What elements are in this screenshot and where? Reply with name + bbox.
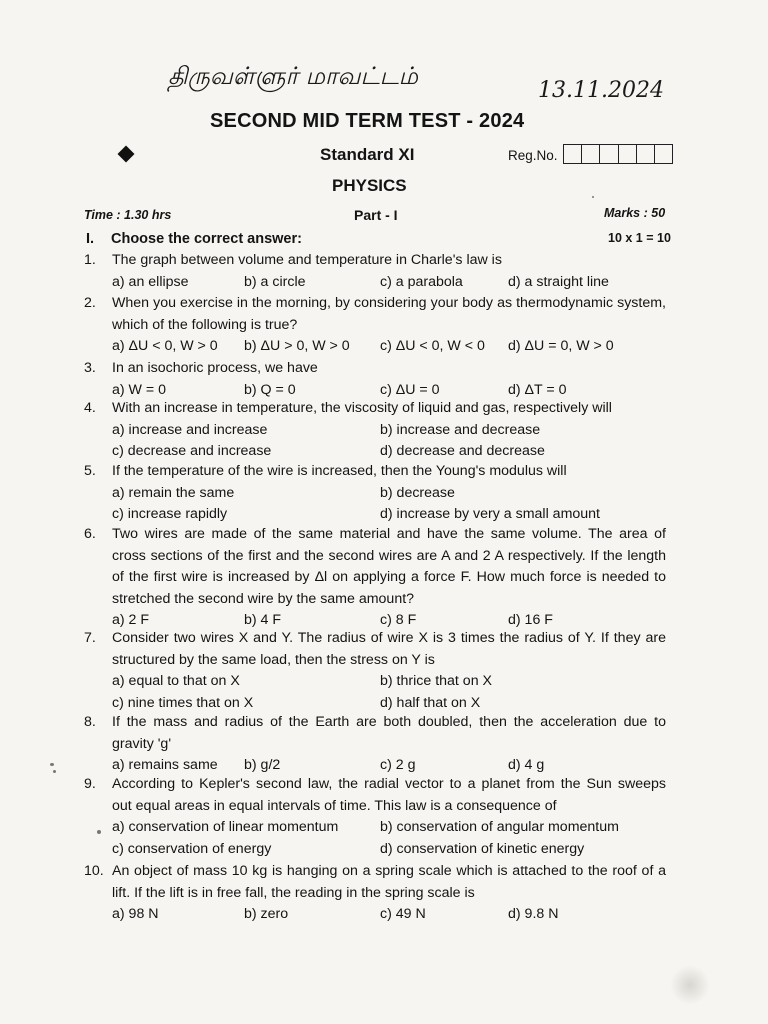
answer-option: a) ΔU < 0, W > 0	[112, 338, 218, 354]
exam-title: SECOND MID TERM TEST - 2024	[210, 110, 525, 132]
answer-option: c) nine times that on X	[112, 694, 254, 711]
answer-option: b) conservation of angular momentum	[380, 819, 619, 835]
answer-option: b) 4 F	[244, 612, 282, 628]
answer-option: b) a circle	[244, 273, 306, 290]
subject-title: PHYSICS	[332, 176, 407, 195]
question-text-line: out equal areas in equal intervals of time. This law is a consequence of	[112, 797, 557, 814]
question-number: 3.	[84, 360, 96, 376]
answer-option: a) W = 0	[112, 381, 167, 398]
question-text-line: cross sections of the first and the second wires are A and 2 A respectively. If the length	[112, 547, 666, 564]
question-text-line: If the temperature of the wire is increased, then the Young's modulus will	[112, 463, 567, 479]
question-text-line: The graph between volume and temperature in Charle's law is	[112, 252, 502, 268]
answer-option: b) thrice that on X	[380, 673, 492, 689]
question-number: 6.	[84, 526, 96, 542]
question-number: 5.	[84, 463, 96, 479]
answer-option: b) increase and decrease	[380, 421, 541, 438]
question-number: 1.	[84, 252, 96, 268]
question-text-line: lift. If the lift is in free fall, the reading in the spring scale is	[112, 884, 475, 901]
scan-speck	[592, 196, 594, 198]
answer-option: a) 2 F	[112, 612, 150, 628]
answer-option: b) Q = 0	[244, 381, 296, 398]
handwritten-district: திருவள்ளுர் மாவட்டம்	[168, 62, 418, 90]
question-text-line: In an isochoric process, we have	[112, 360, 318, 376]
scan-speck	[50, 763, 54, 766]
answer-option: c) ΔU < 0, W < 0	[380, 338, 485, 354]
question-text-line: gravity 'g'	[112, 735, 172, 752]
scan-speck	[97, 830, 101, 834]
question-text-line: stretched the second wire by the same amount?	[112, 590, 415, 607]
question-text-line: An object of mass 10 kg is hanging on a spring scale which is attached to the roof of a	[112, 863, 666, 879]
reg-no-boxes[interactable]	[563, 144, 673, 164]
answer-option: a) conservation of linear momentum	[112, 819, 339, 835]
answer-option: b) zero	[244, 906, 289, 922]
answer-option: a) remain the same	[112, 484, 235, 501]
answer-option: b) g/2	[244, 757, 281, 773]
answer-option: d) 16 F	[508, 612, 553, 628]
question-text-line: Two wires are made of the same material and have the same volume. The area of	[112, 526, 666, 542]
answer-option: d) increase by very a small amount	[380, 506, 600, 522]
question-number: 7.	[84, 630, 96, 646]
answer-option: c) increase rapidly	[112, 506, 228, 522]
scan-stain	[670, 965, 710, 1005]
question-number: 9.	[84, 776, 96, 792]
marks-label: Marks : 50	[604, 206, 666, 220]
question-number: 2.	[84, 295, 96, 311]
scan-speck	[53, 770, 56, 773]
question-number: 4.	[84, 400, 96, 416]
answer-option: b) ΔU > 0, W > 0	[244, 338, 350, 354]
question-text-line: If the mass and radius of the Earth are both doubled, then the acceleration due to	[112, 714, 666, 730]
question-text-line: When you exercise in the morning, by considering your body as thermodynamic system,	[112, 295, 666, 311]
answer-option: c) ΔU = 0	[380, 381, 440, 398]
answer-option: d) conservation of kinetic energy	[380, 840, 585, 857]
standard-label: Standard XI	[320, 145, 415, 164]
answer-option: a) remains same	[112, 757, 218, 773]
question-text-line: of the first wire is increased by Δl on applying a force F. How much force is needed to	[112, 569, 666, 585]
answer-option: d) ΔT = 0	[508, 381, 567, 398]
section-score: 10 x 1 = 10	[608, 231, 671, 245]
question-text-line: With an increase in temperature, the viscosity of liquid and gas, respectively will	[112, 400, 612, 416]
handwritten-date: 13.11.2024	[538, 78, 664, 103]
answer-option: c) a parabola	[380, 273, 463, 290]
question-text-line: According to Kepler's second law, the radial vector to a planet from the Sun sweeps	[112, 776, 666, 792]
reg-no-label: Reg.No.	[508, 148, 558, 163]
answer-option: c) 49 N	[380, 906, 426, 922]
answer-option: a) equal to that on X	[112, 673, 240, 689]
part-label: Part - I	[354, 207, 398, 223]
answer-option: d) half that on X	[380, 694, 481, 711]
answer-option: a) increase and increase	[112, 421, 268, 438]
answer-option: a) an ellipse	[112, 273, 189, 290]
question-number: 10.	[84, 863, 104, 879]
section-number: I.	[86, 231, 95, 247]
time-label: Time : 1.30 hrs	[84, 208, 172, 222]
question-text-line: structured by the same load, then the stress on Y is	[112, 651, 435, 668]
answer-option: d) a straight line	[508, 273, 609, 290]
answer-option: d) ΔU = 0, W > 0	[508, 338, 614, 354]
answer-option: d) decrease and decrease	[380, 443, 545, 459]
answer-option: d) 9.8 N	[508, 906, 559, 922]
question-number: 8.	[84, 714, 96, 730]
answer-option: c) conservation of energy	[112, 840, 272, 857]
answer-option: d) 4 g	[508, 757, 545, 773]
answer-option: a) 98 N	[112, 906, 159, 922]
answer-option: c) 2 g	[380, 757, 416, 773]
answer-option: c) decrease and increase	[112, 443, 272, 459]
answer-option: c) 8 F	[380, 612, 417, 628]
question-text-line: which of the following is true?	[112, 316, 298, 333]
section-instruction: Choose the correct answer:	[111, 231, 302, 247]
answer-option: b) decrease	[380, 484, 455, 501]
diamond-icon	[118, 146, 135, 163]
question-text-line: Consider two wires X and Y. The radius of wire X is 3 times the radius of Y. If they are	[112, 630, 666, 646]
